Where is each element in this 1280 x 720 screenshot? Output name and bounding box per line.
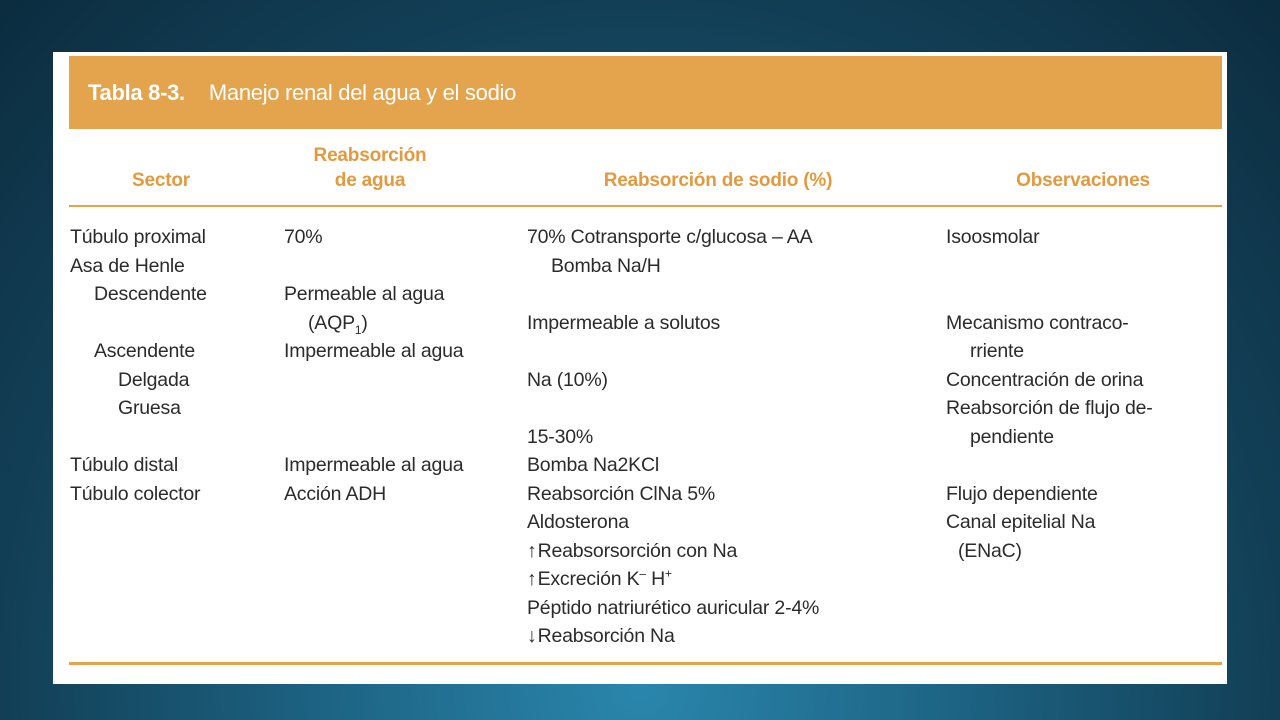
sodio-ascendente-delgada: Na (10%) xyxy=(527,368,608,391)
header-agua-line1: Reabsorción xyxy=(313,145,427,166)
header-rule xyxy=(69,205,1222,207)
reabsorcion-con-na-text: Reabsorsorción con Na xyxy=(537,539,738,562)
sector-tubulo-colector: Túbulo colector xyxy=(70,482,201,505)
sodio-bomba-na-h: Bomba Na/H xyxy=(551,254,661,277)
excrecion-text: Excreción K xyxy=(537,568,640,590)
agua-descendente: Permeable al agua xyxy=(284,283,445,305)
header-sodio-text: Reabsorción de sodio (%) xyxy=(603,170,833,191)
agua-spacer xyxy=(284,252,463,281)
sodio-peptido: Péptido natriurético auricular 2-4% xyxy=(527,596,820,619)
obs-isoosmolar: Isoosmolar xyxy=(946,226,1040,248)
up-arrow-icon: ↑ xyxy=(527,539,537,562)
agua-proximal: 70% xyxy=(284,226,323,248)
sector-asa-de-henle: Asa de Henle xyxy=(70,254,185,277)
minus-superscript: – xyxy=(639,566,646,581)
header-reabsorcion-agua xyxy=(285,143,455,193)
sodio-spacer xyxy=(527,394,819,423)
agua-ascendente: Impermeable al agua xyxy=(284,340,464,362)
sector-tubulo-distal: Túbulo distal xyxy=(70,454,178,476)
sector-descendente: Descendente xyxy=(94,283,207,305)
reabsorcion-na-text: Reabsorción Na xyxy=(537,625,675,647)
header-obs-text: Observaciones xyxy=(1016,170,1150,191)
sodio-bomba-na2kcl: Bomba Na2KCl xyxy=(527,454,659,476)
column-reabsorcion-agua xyxy=(284,223,463,508)
sodio-distal: Reabsorción ClNa 5% xyxy=(527,482,716,505)
table-title: Manejo renal del agua y el sodio xyxy=(208,79,517,105)
h-text: H xyxy=(645,568,665,590)
obs-concentracion: Concentración de orina xyxy=(946,368,1144,391)
sodio-gruesa: 15-30% xyxy=(527,425,594,448)
table-title-bar xyxy=(69,56,1222,129)
agua-colector: Acción ADH xyxy=(284,482,387,505)
table-slide xyxy=(53,52,1227,684)
obs-canal-epitelial: Canal epitelial Na xyxy=(946,511,1096,533)
sodio-reabsorcion-na xyxy=(527,622,819,651)
sodio-excrecion-k-h xyxy=(527,565,819,594)
sodio-spacer xyxy=(527,280,819,309)
sodio-spacer xyxy=(527,337,819,366)
obs-mecanismo: Mecanismo contraco- xyxy=(946,311,1129,334)
up-arrow-icon: ↑ xyxy=(527,568,537,590)
down-arrow-icon: ↓ xyxy=(527,625,537,647)
column-sector xyxy=(70,223,207,508)
bottom-rule xyxy=(69,662,1222,665)
sector-gruesa: Gruesa xyxy=(118,397,181,419)
aqp-text: (AQP xyxy=(308,311,355,334)
header-observaciones xyxy=(993,168,1173,193)
sector-tubulo-proximal: Túbulo proximal xyxy=(70,226,206,248)
aqp-close: ) xyxy=(361,311,368,334)
header-sector xyxy=(91,168,231,193)
sodio-aldosterona: Aldosterona xyxy=(527,511,629,533)
agua-spacer xyxy=(284,366,463,395)
obs-spacer xyxy=(946,451,1153,480)
obs-spacer xyxy=(946,280,1153,309)
obs-spacer xyxy=(946,252,1153,281)
sodio-reabsorcion-con-na xyxy=(527,537,819,566)
table-number: Tabla 8-3. xyxy=(88,79,185,105)
sector-spacer xyxy=(70,423,207,452)
plus-superscript: + xyxy=(665,566,672,581)
sector-spacer xyxy=(70,309,207,338)
header-reabsorcion-sodio xyxy=(563,168,873,193)
obs-flujo-dependiente: Flujo dependiente xyxy=(946,482,1098,505)
obs-rriente: rriente xyxy=(970,340,1024,362)
sodio-descendente: Impermeable a solutos xyxy=(527,311,721,334)
agua-distal: Impermeable al agua xyxy=(284,454,464,476)
sector-ascendente: Ascendente xyxy=(94,340,195,362)
agua-spacer xyxy=(284,394,463,423)
aqp-subscript: 1 xyxy=(354,322,362,337)
obs-enac: (ENaC) xyxy=(958,539,1022,562)
agua-spacer xyxy=(284,423,463,452)
header-sector-text: Sector xyxy=(132,170,190,191)
header-agua-line2: de agua xyxy=(334,170,406,191)
column-observaciones xyxy=(946,223,1153,565)
sector-delgada: Delgada xyxy=(118,368,190,391)
obs-flujo-de: Reabsorción de flujo de- xyxy=(946,397,1153,419)
obs-pendiente: pendiente xyxy=(970,425,1054,448)
agua-aqp xyxy=(284,309,463,338)
sodio-proximal: 70% Cotransporte c/glucosa – AA xyxy=(527,226,813,248)
column-reabsorcion-sodio xyxy=(527,223,819,651)
